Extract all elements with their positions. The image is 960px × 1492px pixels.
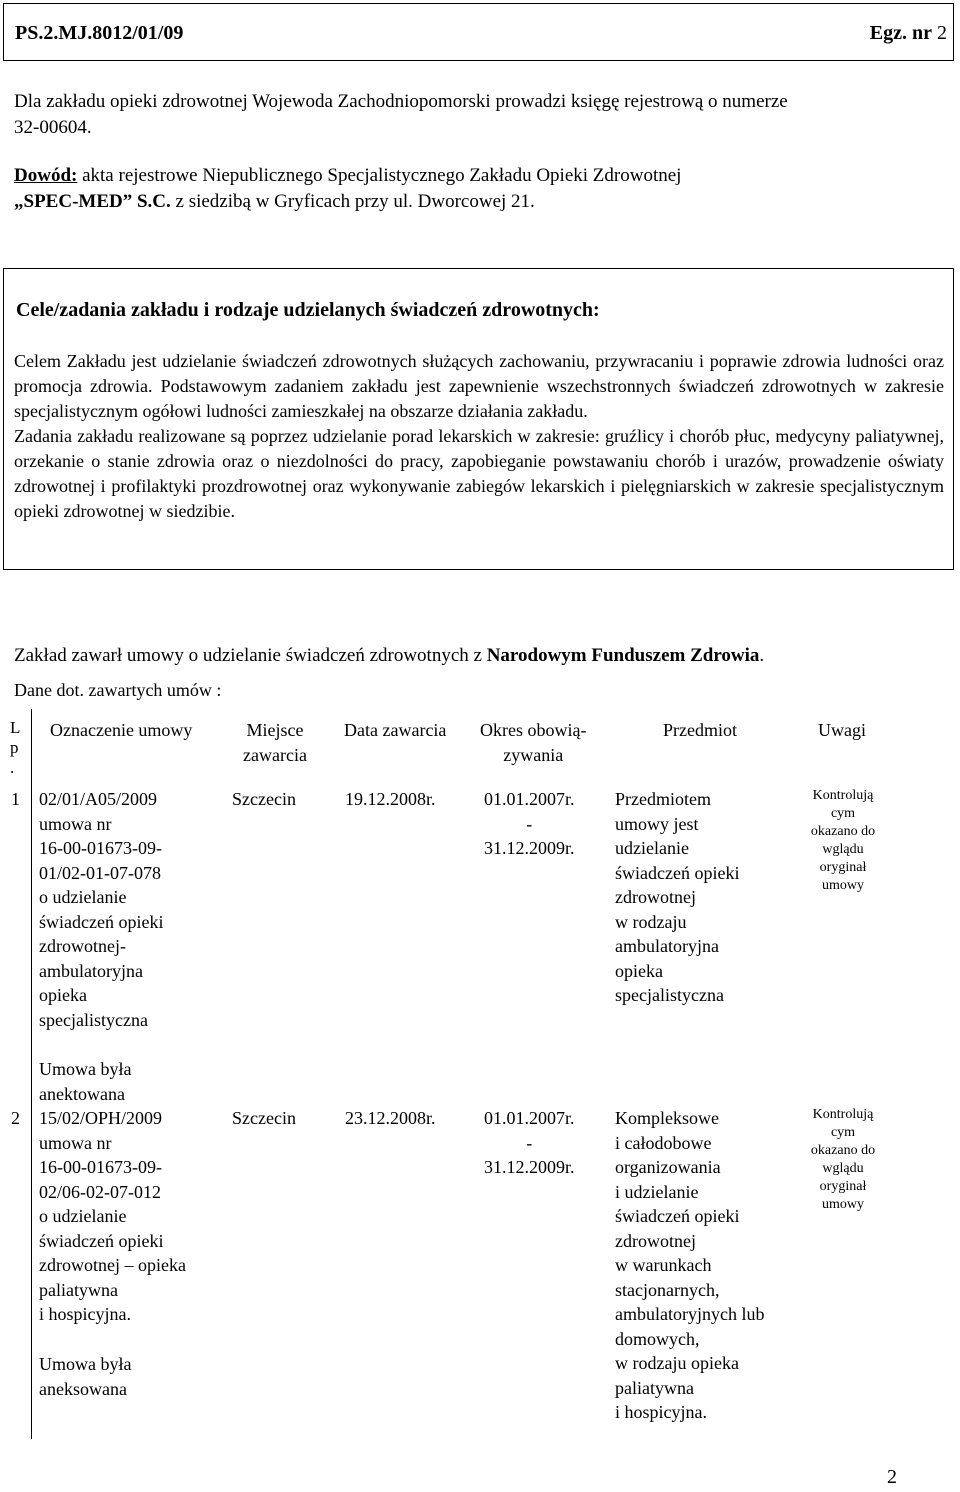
row-place: Szczecin [232, 789, 296, 809]
document-id-number: 8012/01/09 [92, 22, 184, 44]
document-id [15, 22, 183, 45]
row-pre-note: Umowa była anektowana [39, 1059, 132, 1104]
copy-label: Egz. nr [869, 22, 932, 44]
row-period: 01.01.2007r. - 31.12.2009r. [484, 1108, 575, 1177]
row-date: 19.12.2008r. [345, 789, 436, 809]
column-header-period: Okres obowią- zywania [480, 720, 587, 765]
contracts-intro-text: Zakład zawarł umowy o udzielanie świadczeń zdrowotnych z [14, 645, 487, 666]
register-text-line1: Dla zakładu opieki zdrowotnej Wojewoda Zachodniopomorski prowadzi księgę rejestrową o numerze [14, 91, 788, 112]
row-place: Szczecin [232, 1108, 296, 1128]
column-header-date: Data zawarcia [344, 720, 447, 740]
row-subject: Kompleksowe i całodobowe organizowania i udzielanie świadczeń opieki zdrowotnej w warunkach stacjonarnych, ambulatoryjnych lub domowych, w rodzaju opieka paliatywna i hospicyjna. [615, 1108, 765, 1422]
row-remarks: Kontrolują cym okazano do wglądu oryginał umowy [810, 1107, 876, 1212]
row-date: 23.12.2008r. [345, 1108, 436, 1128]
register-text-line2: 32-00604. [14, 117, 92, 138]
proof-name: „SPEC-MED” S.C. [14, 191, 171, 212]
proof-line2 [14, 191, 535, 213]
goals-text [14, 349, 944, 524]
column-header-place: Miejsce zawarcia [243, 720, 307, 765]
document-id-prefix: PS.2.MJ. [15, 22, 93, 44]
row-period: 01.01.2007r. - 31.12.2009r. [484, 789, 575, 858]
goals-paragraph-1: Celem Zakładu jest udzielanie świadczeń zdrowotnych służących zachowaniu, przywracaniu i poprawie zdrowia ludności oraz promocja zdrowia. Podstawowym zadaniem zakładu jest zapewnienie wszechstronnych świadczeń zdrowotnych w zakresie specjalistycznym ogółowi ludności zamieszkałej na obszarze działania zakładu. [14, 351, 944, 421]
contracts-subtitle: Dane dot. zawartych umów : [14, 680, 222, 700]
contracts-intro-end: . [759, 645, 765, 666]
row-post-note: Umowa była aneksowana [39, 1354, 132, 1399]
copy-number [870, 22, 947, 45]
nfz-name: Narodowym Funduszem Zdrowia [486, 645, 760, 666]
proof-rest: z siedzibą w Gryficach przy ul. Dworcowej 21. [170, 191, 535, 212]
proof-label: Dowód: [14, 165, 78, 186]
row-remarks: Kontrolują cym okazano do wglądu oryginał umowy [810, 788, 876, 893]
row-designation: 02/01/A05/2009 umowa nr 16-00-01673-09- 01/02-01-07-078 o udzielanie świadczeń opieki zdrowotnej- ambulatoryjna opieka specjalistyczna [39, 789, 164, 1030]
column-header-subject: Przedmiot [663, 720, 737, 740]
document-header [3, 3, 954, 61]
goals-title: Cele/zadania zakładu i rodzaje udzielanych świadczeń zdrowotnych: [16, 299, 600, 321]
row-designation: 15/02/OPH/2009 umowa nr 16-00-01673-09- 02/06-02-07-012 o udzielanie świadczeń opieki zdrowotnej – opieka paliatywna i hospicyjna. [39, 1108, 186, 1324]
row-lp: 1 [11, 789, 20, 809]
proof-line1 [14, 165, 681, 187]
table-divider [31, 709, 32, 1439]
row-lp: 2 [11, 1108, 20, 1128]
column-header-remarks: Uwagi [818, 720, 866, 740]
row-subject: Przedmiotem umowy jest udzielanie świadczeń opieki zdrowotnej w rodzaju ambulatoryjna opieka specjalistyczna [615, 789, 740, 1005]
copy-value: 2 [937, 22, 947, 44]
goals-box [3, 268, 954, 570]
contracts-intro [14, 645, 764, 667]
column-header-lp: L p . [10, 718, 21, 777]
goals-paragraph-2: Zadania zakładu realizowane są poprzez udzielanie porad lekarskich w zakresie: gruźlicy i chorób płuc, medycyny paliatywnej, orzekanie o stanie zdrowia oraz o niezdolności do pracy, zapobieganie powstawaniu chorób i urazów, prowadzenie oświaty zdrowotnej i profilaktyki prozdrowotnej oraz wykonywanie zabiegów lekarskich i pielęgniarskich w zakresie specjalistycznym opieki zdrowotnej w siedzibie. [14, 426, 944, 521]
page-number: 2 [887, 1466, 897, 1488]
proof-text: akta rejestrowe Niepublicznego Specjalistycznego Zakładu Opieki Zdrowotnej [77, 165, 682, 186]
column-header-designation: Oznaczenie umowy [50, 720, 193, 740]
